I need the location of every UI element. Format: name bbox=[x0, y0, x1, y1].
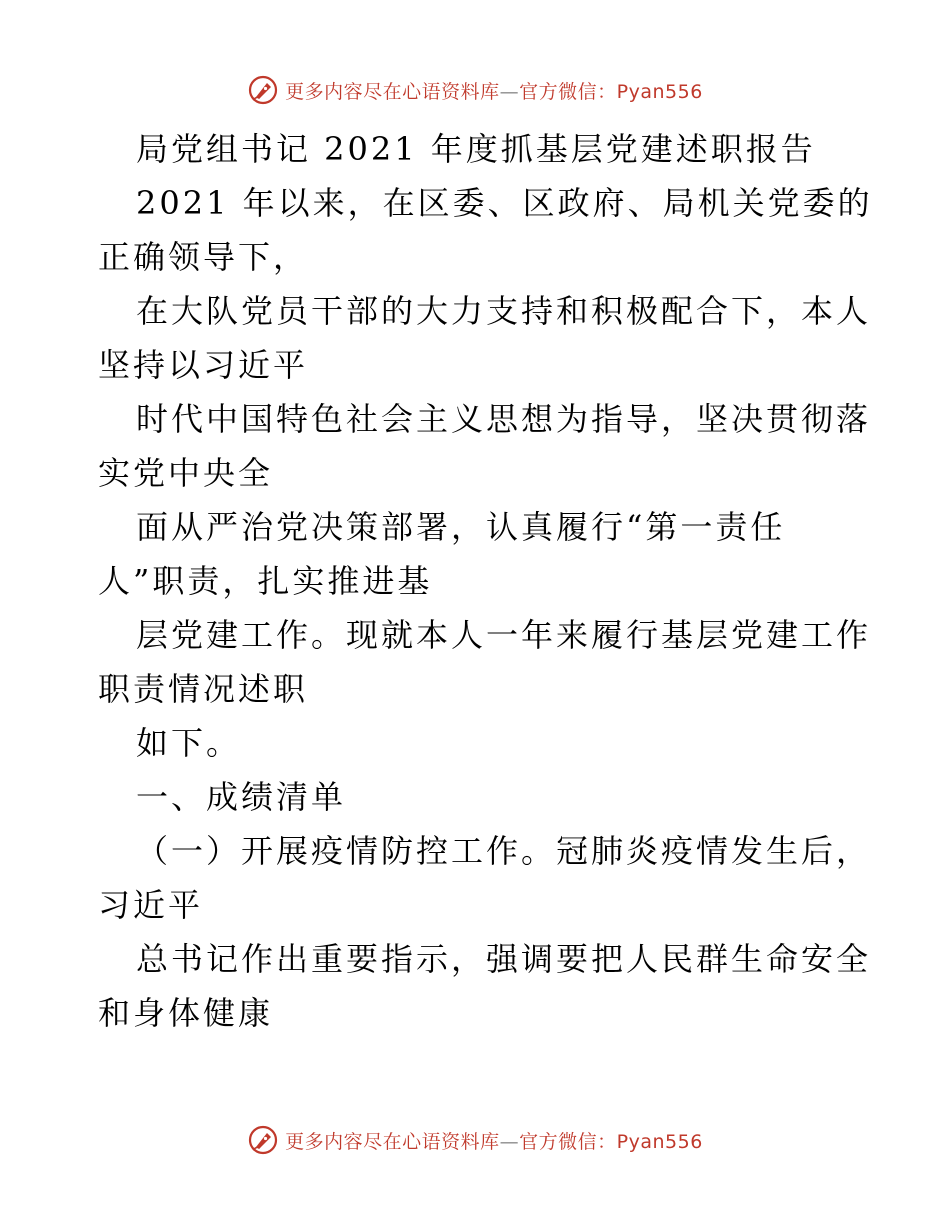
document-line: 坚持以习近平 bbox=[98, 346, 309, 384]
document-body bbox=[98, 122, 873, 1040]
document-line: 职责情况述职 bbox=[98, 670, 309, 708]
document-line: 如下。 bbox=[136, 724, 242, 762]
watermark-brand: 更多内容尽在心语资料库 bbox=[285, 1130, 500, 1153]
watermark-inner bbox=[247, 74, 703, 106]
watermark-banner-bottom bbox=[0, 1120, 950, 1160]
document-line: 一、成绩清单 bbox=[136, 778, 347, 816]
pen-nib-logo-icon bbox=[247, 74, 279, 106]
watermark-inner bbox=[247, 1124, 703, 1156]
watermark-wechat: 官方微信：Pyan556 bbox=[519, 80, 703, 103]
document-line: 2021 年以来，在区委、区政府、局机关党委的 bbox=[136, 184, 873, 222]
document-line: 实党中央全 bbox=[98, 454, 274, 492]
document-line: 时代中国特色社会主义思想为指导，坚决贯彻落 bbox=[136, 400, 872, 438]
document-line: 正确领导下， bbox=[98, 238, 309, 276]
watermark-separator: — bbox=[499, 80, 520, 103]
document-line: 在大队党员干部的大力支持和积极配合下，本人 bbox=[136, 292, 872, 330]
document-line: 总书记作出重要指示，强调要把人民群生命安全 bbox=[136, 940, 872, 978]
watermark-brand: 更多内容尽在心语资料库 bbox=[285, 80, 500, 103]
document-line: 局党组书记 2021 年度抓基层党建述职报告 bbox=[136, 130, 816, 168]
pen-nib-logo-icon bbox=[247, 1124, 279, 1156]
document-line: 面从严治党决策部署，认真履行“第一责任 bbox=[136, 508, 786, 546]
document-line: 习近平 bbox=[98, 886, 204, 924]
watermark-banner-top bbox=[0, 70, 950, 110]
document-line: 人”职责，扎实推进基 bbox=[98, 562, 433, 600]
watermark-wechat: 官方微信：Pyan556 bbox=[519, 1130, 703, 1153]
document-line: 和身体健康 bbox=[98, 994, 274, 1032]
watermark-separator: — bbox=[499, 1130, 520, 1153]
document-line: （一）开展疫情防控工作。冠肺炎疫情发生后， bbox=[136, 832, 872, 870]
watermark-text bbox=[285, 77, 703, 104]
watermark-text bbox=[285, 1127, 703, 1154]
document-line: 层党建工作。现就本人一年来履行基层党建工作 bbox=[136, 616, 872, 654]
